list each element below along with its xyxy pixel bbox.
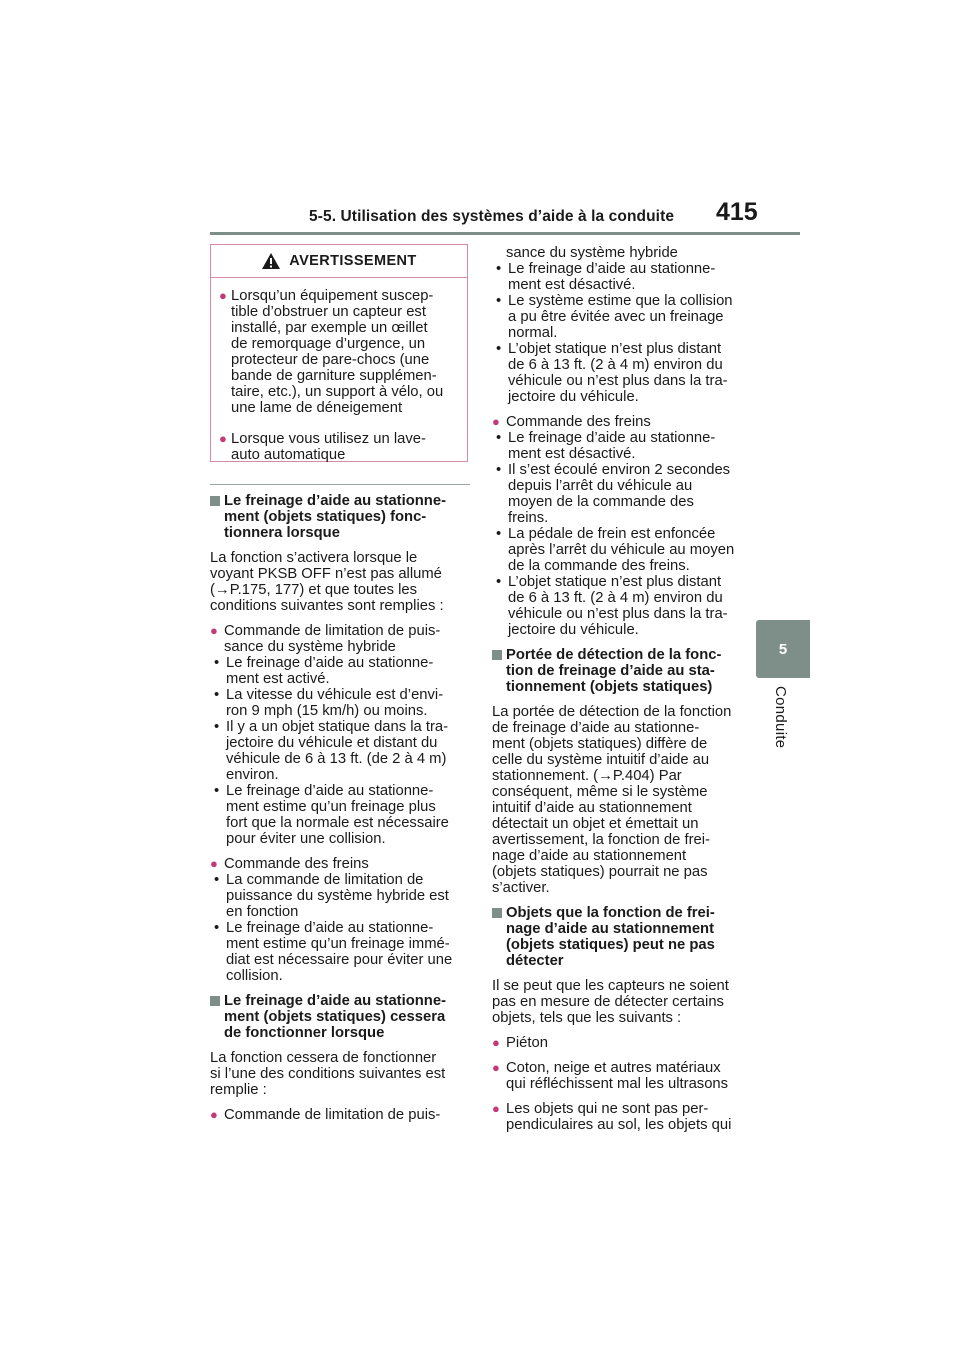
left-column xyxy=(210,484,470,1123)
warning-item: ● Lorsqu’un équipement suscep- tible d’obstruer un capteur est installé, par exemple un œillet de remorquage d’urgence, un protecteur de pare-chocs (une bande de garniture supplémen- taire, etc.), un support à vélo, ou une lame de déneigement xyxy=(219,288,444,416)
sub-item: • Le système estime que la collision a pu être évitée avec un freinage normal. xyxy=(496,293,733,341)
sub-item: • Le freinage d’aide au stationne- ment est désactivé. xyxy=(496,430,716,462)
bullet-item: ● Coton, neige et autres matériaux qui réfléchissent mal les ultrasons xyxy=(492,1060,729,1092)
bullet-group xyxy=(492,245,754,405)
bullet-group xyxy=(492,1060,754,1092)
chapter-number: 5 xyxy=(778,640,788,658)
bullet-dot-icon: ● xyxy=(210,856,218,871)
section-header-title: 5-5. Utilisation des systèmes d’aide à la conduite xyxy=(309,208,675,225)
section-heading: Portée de détection de la fonc- tion de freinage d’aide au sta- tionnement (objets statiques) xyxy=(492,647,754,695)
bullet-item: ● Commande des freins xyxy=(492,414,651,430)
square-bullet-icon xyxy=(492,908,502,918)
chapter-label: Conduite xyxy=(772,686,789,749)
bullet-item: ● Commande de limitation de puis- sance du système hybride xyxy=(210,623,441,655)
sub-item: • La commande de limitation de puissance du système hybride est en fonction xyxy=(214,872,449,920)
section-heading: Objets que la fonction de frei- nage d’aide au stationnement (objets statiques) peut ne pas détecter xyxy=(492,905,754,969)
sub-item: • L’objet statique n’est plus distant de 6 à 13 ft. (2 à 4 m) environ du véhicule ou n’est plus dans la tra- jectoire du véhicule. xyxy=(496,574,728,638)
bullet-dot-icon: ● xyxy=(219,431,227,446)
sub-item: • La vitesse du véhicule est d’envi- ron 9 mph (15 km/h) ou moins. xyxy=(214,687,444,719)
header-rule xyxy=(210,232,800,235)
bullet-group xyxy=(492,414,754,638)
square-bullet-icon xyxy=(492,650,502,660)
paragraph: La fonction s’activera lorsque le voyant PKSB OFF n’est pas allumé (→P.175, 177) et que toutes les conditions suivantes sont remplies : xyxy=(210,550,444,614)
bullet-group xyxy=(210,856,470,984)
sub-item: • Le freinage d’aide au stationne- ment estime qu’un freinage plus fort que la normale est nécessaire pour éviter une collision. xyxy=(214,783,449,847)
sub-item: • Le freinage d’aide au stationne- ment est désactivé. xyxy=(496,261,716,293)
bullet-item-continued: sance du système hybride xyxy=(506,245,678,261)
bullet-dot-icon: ● xyxy=(492,1101,500,1116)
chapter-tab[interactable] xyxy=(756,620,810,678)
right-column xyxy=(492,245,754,1142)
square-bullet-icon xyxy=(210,996,220,1006)
sub-item: • L’objet statique n’est plus distant de 6 à 13 ft. (2 à 4 m) environ du véhicule ou n’est plus dans la tra- jectoire du véhicule. xyxy=(496,341,728,405)
paragraph: Il se peut que les capteurs ne soient pas en mesure de détecter certains objets, tels que les suivants : xyxy=(492,978,729,1026)
bullet-group xyxy=(210,623,470,847)
bullet-dot-icon: ● xyxy=(492,1060,500,1075)
warning-item: ● Lorsque vous utilisez un lave- auto automatique xyxy=(219,431,426,463)
bullet-group xyxy=(492,1035,754,1051)
sub-item: • Le freinage d’aide au stationne- ment estime qu’un freinage immé- diat est nécessaire pour éviter une collision. xyxy=(214,920,453,984)
section-divider xyxy=(210,484,470,485)
bullet-dot-icon: ● xyxy=(492,1035,500,1050)
bullet-item: ● Commande des freins xyxy=(210,856,369,872)
warning-triangle-icon xyxy=(261,252,281,270)
bullet-dot-icon: ● xyxy=(492,414,500,429)
warning-title: AVERTISSEMENT xyxy=(289,253,417,269)
bullet-item: ● Piéton xyxy=(492,1035,548,1051)
sub-item: • Il s’est écoulé environ 2 secondes depuis l’arrêt du véhicule au moyen de la commande des freins. xyxy=(496,462,731,526)
paragraph: La fonction cessera de fonctionner si l’une des conditions suivantes est remplie : xyxy=(210,1050,446,1098)
bullet-dot-icon: ● xyxy=(219,288,227,303)
bullet-item: ● Commande de limitation de puis- xyxy=(210,1107,441,1123)
bullet-dot-icon: ● xyxy=(210,623,218,638)
section-heading: Le freinage d’aide au stationne- ment (objets statiques) fonc- tionnera lorsque xyxy=(210,493,470,541)
sub-item: • Le freinage d’aide au stationne- ment est activé. xyxy=(214,655,434,687)
bullet-dot-icon: ● xyxy=(210,1107,218,1122)
sub-item: • Il y a un objet statique dans la tra- jectoire du véhicule et distant du véhicule de 6 à 13 ft. (de 2 à 4 m) environ. xyxy=(214,719,449,783)
bullet-item: ● Les objets qui ne sont pas per- pendiculaires au sol, les objets qui xyxy=(492,1101,732,1133)
bullet-group xyxy=(492,1101,754,1133)
square-bullet-icon xyxy=(210,496,220,506)
paragraph: La portée de détection de la fonction de freinage d’aide au stationne- ment (objets statiques) diffère de celle du système intuitif d’aide au stationnement. (→P.404) Par conséquent, même si le système intuitif d’aide au stationnement détectait un objet et émettait un avertissement, la fonction de frei- nage d’aide au stationnement (objets statiques) pourrait ne pas s’activer. xyxy=(492,704,732,896)
sub-item: • La pédale de frein est enfoncée après l’arrêt du véhicule au moyen de la commande des freins. xyxy=(496,526,735,574)
section-heading: Le freinage d’aide au stationne- ment (objets statiques) cessera de fonctionner lorsque xyxy=(210,993,470,1041)
warning-header xyxy=(211,245,467,278)
page-number: 415 xyxy=(716,198,758,226)
warning-box xyxy=(210,244,468,462)
